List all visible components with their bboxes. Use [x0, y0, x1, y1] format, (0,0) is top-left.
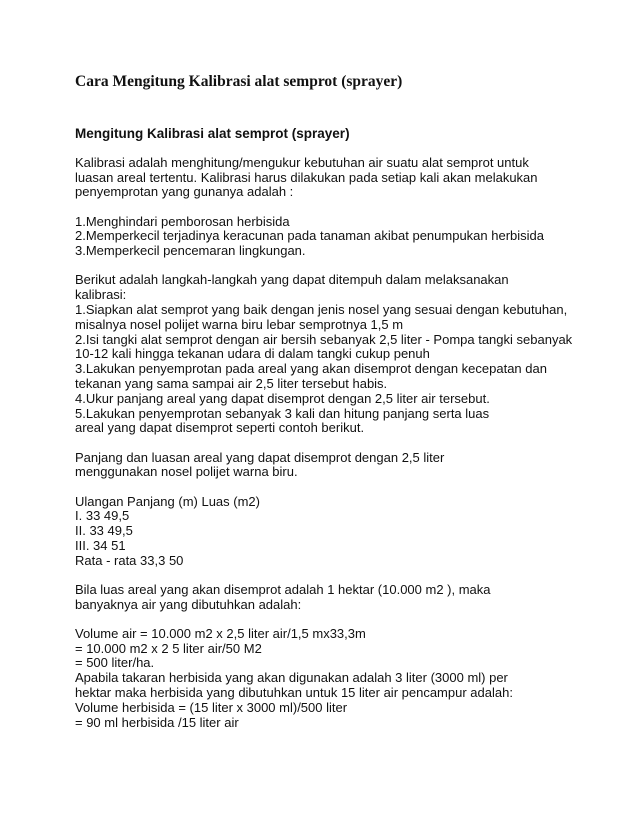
text-line: misalnya nosel polijet warna biru lebar semprotnya 1,5 m: [75, 316, 404, 332]
text-line: kalibrasi:: [75, 287, 127, 303]
text-line: banyaknya air yang dibutuhkan adalah:: [75, 596, 302, 612]
list-item: 1.Menghindari pemborosan herbisida: [75, 213, 290, 229]
paragraph-definition: [75, 156, 575, 200]
text-line: hektar maka herbisida yang dibutuhkan untuk 15 liter air pencampur adalah:: [75, 685, 513, 701]
table-header: Ulangan Panjang (m) Luas (m2): [75, 493, 260, 509]
text-line: Volume herbisida = (15 liter x 3000 ml)/500 liter: [75, 699, 348, 715]
text-line: luasan areal tertentu. Kalibrasi harus dilakukan pada setiap kali akan melakukan: [75, 169, 538, 185]
table-row: II. 33 49,5: [75, 523, 133, 539]
text-line: Bila luas areal yang akan disemprot adalah 1 hektar (10.000 m2 ), maka: [75, 581, 491, 597]
paragraph-measurement-intro: [75, 451, 575, 481]
document-title: Cara Mengitung Kalibrasi alat semprot (sprayer): [75, 73, 403, 90]
text-line: Volume air = 10.000 m2 x 2,5 liter air/1,5 mx33,3m: [75, 625, 366, 641]
list-item: 5.Lakukan penyemprotan sebanyak 3 kali dan hitung panjang serta luas: [75, 405, 490, 421]
list-item: 2.Isi tangki alat semprot dengan air bersih sebanyak 2,5 liter - Pompa tangki sebanyak: [75, 331, 573, 347]
text-line: = 90 ml herbisida /15 liter air: [75, 714, 239, 730]
table-row: III. 34 51: [75, 537, 126, 553]
list-item: 4.Ukur panjang areal yang dapat disemprot dengan 2,5 liter air tersebut.: [75, 390, 490, 406]
list-item: 3.Memperkecil pencemaran lingkungan.: [75, 243, 306, 259]
text-line: areal yang dapat disemprot seperti contoh berikut.: [75, 420, 365, 436]
text-line: tekanan yang sama sampai air 2,5 liter tersebut habis.: [75, 375, 388, 391]
list-item: 2.Memperkecil terjadinya keracunan pada tanaman akibat penumpukan herbisida: [75, 228, 545, 244]
text-line: menggunakan nosel polijet warna biru.: [75, 464, 298, 480]
text-line: Apabila takaran herbisida yang akan digunakan adalah 3 liter (3000 ml) per: [75, 670, 508, 686]
text-line: penyemprotan yang gunanya adalah :: [75, 184, 294, 200]
table-row: Rata - rata 33,3 50: [75, 552, 184, 568]
text-line: = 500 liter/ha.: [75, 655, 155, 671]
text-line: = 10.000 m2 x 2 5 liter air/50 M2: [75, 640, 262, 656]
measurement-table: [75, 495, 575, 569]
paragraph-purposes: [75, 215, 575, 259]
document-body: [75, 127, 575, 730]
section-heading: Mengitung Kalibrasi alat semprot (sprayer): [75, 126, 350, 141]
text-line: Panjang dan luasan areal yang dapat disemprot dengan 2,5 liter: [75, 449, 445, 465]
paragraph-calculation: [75, 627, 575, 731]
paragraph-area-question: [75, 583, 575, 613]
text-line: 10-12 kali hingga tekanan udara di dalam tangki cukup penuh: [75, 346, 430, 362]
list-item: 1.Siapkan alat semprot yang baik dengan jenis nosel yang sesuai dengan kebutuhan,: [75, 301, 568, 317]
text-line: Berikut adalah langkah-langkah yang dapat ditempuh dalam melaksanakan: [75, 272, 509, 288]
text-line: Kalibrasi adalah menghitung/mengukur kebutuhan air suatu alat semprot untuk: [75, 154, 529, 170]
paragraph-steps: [75, 273, 575, 436]
list-item: 3.Lakukan penyemprotan pada areal yang akan disemprot dengan kecepatan dan: [75, 361, 547, 377]
table-row: I. 33 49,5: [75, 508, 130, 524]
